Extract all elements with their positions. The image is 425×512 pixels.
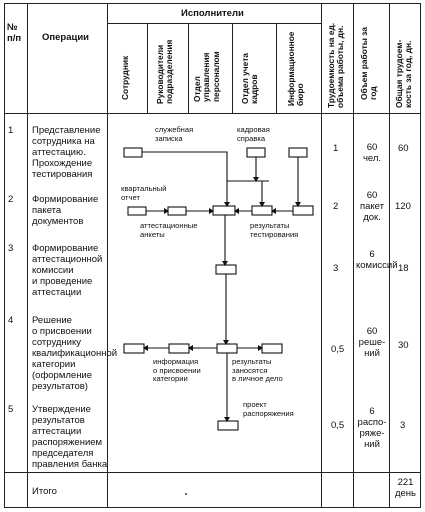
- note-attestation-forms: аттестационные анкеты: [140, 221, 198, 239]
- header-labor-per-unit: Трудоемкость на ед. объема работы, дн.: [326, 22, 346, 108]
- row-2-total: 120: [395, 201, 411, 212]
- note-test-results: результаты тестирования: [250, 221, 299, 239]
- row-4-operation: Решение о присвоении сотруднику квалификационной категории (оформление результатов): [32, 315, 118, 392]
- row-1-volume: 60 чел.: [362, 142, 382, 164]
- note-hr-certificate: кадровая справка: [237, 125, 270, 143]
- total-label: Итого: [32, 486, 57, 497]
- header-role-hr-management: Отдел управления персоналом: [192, 51, 221, 102]
- row-5-number: 5: [8, 404, 14, 415]
- header-number: № п/п: [7, 22, 22, 44]
- row-5-operation: Утверждение результатов аттестации распоряжением председателя правления банка: [32, 404, 108, 470]
- total-value: 221 день: [394, 477, 417, 499]
- header-role-hr-accounting: Отдел учета кадров: [240, 53, 260, 104]
- header-volume: Объем работы за год: [359, 27, 379, 100]
- header-role-employee: Сотрудник: [120, 55, 130, 100]
- row-2-number: 2: [8, 194, 14, 205]
- note-quarterly-report: квартальный отчет: [121, 184, 167, 202]
- row-5-total: 3: [400, 420, 406, 431]
- row-4-total: 30: [398, 340, 409, 351]
- header-operations: Операции: [42, 32, 90, 43]
- row-2-volume: 60 пакет док.: [359, 190, 384, 223]
- note-category-info: информация о присвоении категории: [153, 357, 201, 384]
- row-3-volume: 6 комиссий: [356, 249, 398, 271]
- header-role-info-bureau: Информационное бюро: [286, 31, 306, 106]
- row-1-total: 60: [398, 143, 409, 154]
- row-1-number: 1: [8, 125, 14, 136]
- row-3-labor: 3: [333, 263, 339, 274]
- row-4-volume: 60 реше- ний: [358, 326, 386, 359]
- row-1-labor: 1: [333, 143, 339, 154]
- row-3-total: 18: [398, 263, 409, 274]
- header-labor-total: Общая трудоем- кость за год, дн.: [394, 39, 414, 108]
- note-draft-order: проект распоряжения: [243, 400, 294, 418]
- row-4-labor: 0,5: [331, 344, 345, 355]
- header-role-dept-heads: Руководители подразделения: [155, 39, 175, 104]
- row-2-operation: Формирование пакета документов: [32, 194, 99, 227]
- row-1-operation: Представление сотрудника на аттестацию. Прохождение тестирования: [32, 125, 101, 180]
- note-memo: служебная записка: [155, 125, 194, 143]
- header-executors: Исполнители: [181, 8, 244, 19]
- row-5-labor: 0,5: [331, 420, 345, 431]
- note-results-to-file: результаты заносятся в личное дело: [232, 357, 283, 384]
- row-3-number: 3: [8, 243, 14, 254]
- row-2-labor: 2: [333, 201, 339, 212]
- row-4-number: 4: [8, 315, 14, 326]
- row-5-volume: 6 распо- ряже- ний: [357, 406, 387, 450]
- row-3-operation: Формирование аттестационной комиссии и проведение аттестации: [32, 243, 103, 298]
